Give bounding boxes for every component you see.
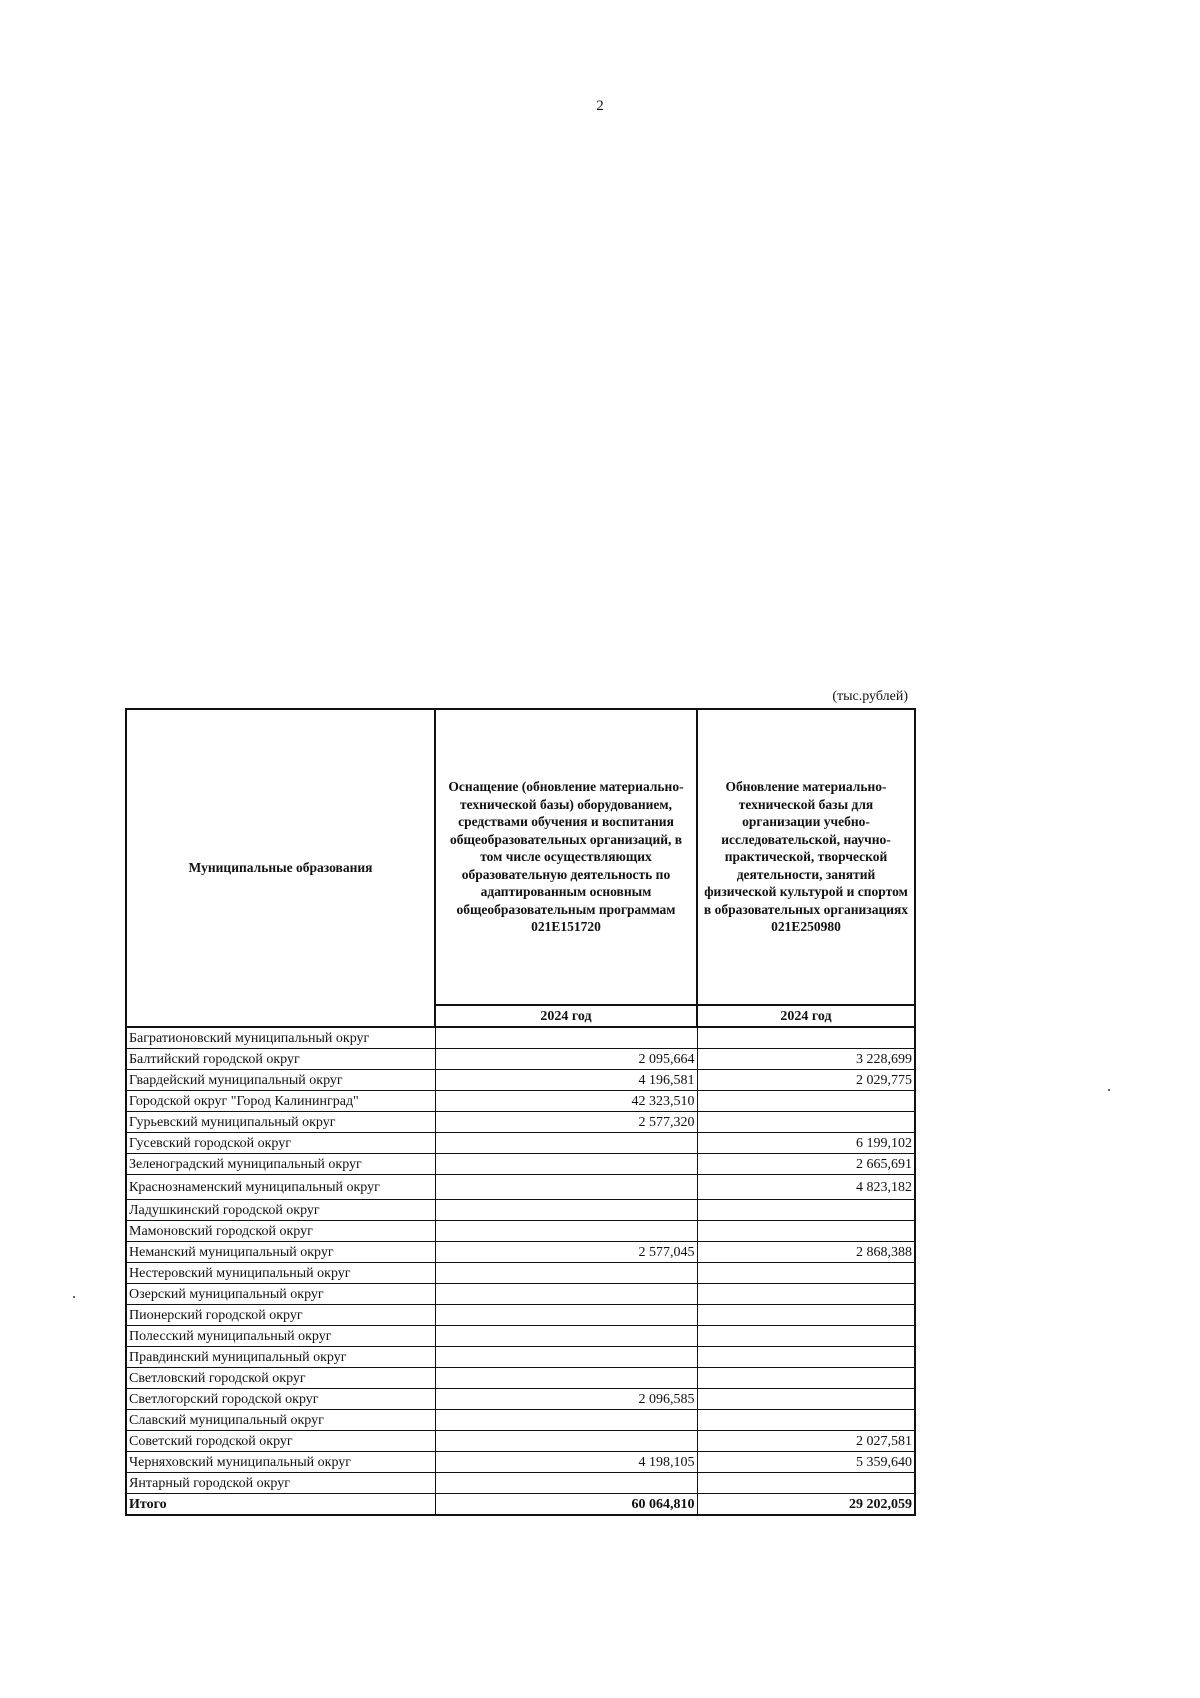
municipality-cell: Гурьевский муниципальный округ [126, 1112, 435, 1133]
municipality-cell: Советский городской округ [126, 1431, 435, 1452]
municipality-cell: Гусевский городской округ [126, 1133, 435, 1154]
value-col2-cell: 29 202,059 [697, 1494, 915, 1516]
municipality-cell: Светловский городской округ [126, 1368, 435, 1389]
value-col1-cell: 2 096,585 [435, 1389, 697, 1410]
budget-table [125, 708, 916, 1516]
value-col2-cell [697, 1263, 915, 1284]
value-col1-cell: 4 198,105 [435, 1452, 697, 1473]
value-col1-cell [435, 1431, 697, 1452]
value-col2-cell [697, 1112, 915, 1133]
municipality-cell: Светлогорский городской округ [126, 1389, 435, 1410]
header-col2-code: 021E250980 [771, 919, 841, 935]
municipality-cell: Краснознаменский муниципальный округ [126, 1175, 435, 1200]
value-col1-cell [435, 1154, 697, 1175]
value-col2-cell [697, 1091, 915, 1112]
table-row [126, 1326, 915, 1347]
total-row [126, 1494, 915, 1516]
value-col2-cell [697, 1473, 915, 1494]
table-row [126, 1133, 915, 1154]
header-municipalities: Муниципальные образования [126, 709, 435, 1027]
value-col2-cell [697, 1326, 915, 1347]
value-col2-cell [697, 1347, 915, 1368]
table-row [126, 1221, 915, 1242]
value-col1-cell [435, 1200, 697, 1221]
municipality-cell: Итого [126, 1494, 435, 1516]
value-col2-cell [697, 1305, 915, 1326]
municipality-cell: Гвардейский муниципальный округ [126, 1070, 435, 1091]
value-col2-cell: 2 027,581 [697, 1431, 915, 1452]
header-col1 [435, 709, 697, 1005]
value-col2-cell: 2 868,388 [697, 1242, 915, 1263]
units-label: (тыс.рублей) [832, 689, 908, 704]
table-row [126, 1070, 915, 1091]
value-col1-cell: 2 577,045 [435, 1242, 697, 1263]
table-row [126, 1200, 915, 1221]
value-col2-cell [697, 1410, 915, 1431]
value-col2-cell: 6 199,102 [697, 1133, 915, 1154]
value-col2-cell [697, 1389, 915, 1410]
value-col1-cell: 2 095,664 [435, 1049, 697, 1070]
value-col2-cell: 4 823,182 [697, 1175, 915, 1200]
table-row [126, 1263, 915, 1284]
scan-speck [73, 1296, 75, 1298]
value-col2-cell [697, 1200, 915, 1221]
value-col2-cell [697, 1284, 915, 1305]
municipality-cell: Ладушкинский городской округ [126, 1200, 435, 1221]
value-col1-cell: 2 577,320 [435, 1112, 697, 1133]
table-row [126, 1305, 915, 1326]
table-row [126, 1389, 915, 1410]
value-col2-cell: 2 665,691 [697, 1154, 915, 1175]
municipality-cell: Полесский муниципальный округ [126, 1326, 435, 1347]
municipality-cell: Пионерский городской округ [126, 1305, 435, 1326]
value-col1-cell: 4 196,581 [435, 1070, 697, 1091]
value-col1-cell [435, 1175, 697, 1200]
value-col1-cell [435, 1027, 697, 1049]
value-col1-cell: 42 323,510 [435, 1091, 697, 1112]
value-col2-cell [697, 1027, 915, 1049]
value-col1-cell [435, 1263, 697, 1284]
value-col2-cell [697, 1368, 915, 1389]
value-col1-cell [435, 1284, 697, 1305]
value-col2-cell: 5 359,640 [697, 1452, 915, 1473]
table-row [126, 1368, 915, 1389]
municipality-cell: Янтарный городской округ [126, 1473, 435, 1494]
municipality-cell: Озерский муниципальный округ [126, 1284, 435, 1305]
table-row [126, 1431, 915, 1452]
municipality-cell: Правдинский муниципальный округ [126, 1347, 435, 1368]
table-row [126, 1175, 915, 1200]
value-col1-cell [435, 1410, 697, 1431]
table-row [126, 1410, 915, 1431]
municipality-cell: Городской округ "Город Калининград" [126, 1091, 435, 1112]
table-row [126, 1091, 915, 1112]
header-col2-title: Обновление материально-технической базы для организации учебно-исследовательской, научно-практической, творческой деятельности, занятий физической культурой и спортом в образовательных организациях [703, 779, 909, 917]
value-col1-cell [435, 1473, 697, 1494]
value-col1-cell [435, 1133, 697, 1154]
municipality-cell: Зеленоградский муниципальный округ [126, 1154, 435, 1175]
value-col1-cell [435, 1221, 697, 1242]
value-col1-cell: 60 064,810 [435, 1494, 697, 1516]
scan-speck [1108, 1089, 1110, 1091]
table-row [126, 1154, 915, 1175]
municipality-cell: Мамоновский городской округ [126, 1221, 435, 1242]
municipality-cell: Неманский муниципальный округ [126, 1242, 435, 1263]
header-col1-code: 021E151720 [531, 919, 601, 935]
table-row [126, 1347, 915, 1368]
municipality-cell: Нестеровский муниципальный округ [126, 1263, 435, 1284]
table-row [126, 1284, 915, 1305]
header-col2-year: 2024 год [697, 1005, 915, 1027]
header-col1-title: Оснащение (обновление материально-технической базы) оборудованием, средствами обучения и воспитания общеобразовательных организаций, в том числе осуществляющих образовательную деятельность по адаптированным основным общеобразовательным программам [448, 779, 684, 917]
table-body [126, 1027, 915, 1515]
table-row [126, 1452, 915, 1473]
value-col1-cell [435, 1326, 697, 1347]
page-number: 2 [596, 98, 604, 114]
header-col1-year: 2024 год [435, 1005, 697, 1027]
value-col1-cell [435, 1368, 697, 1389]
municipality-cell: Багратионовский муниципальный округ [126, 1027, 435, 1049]
value-col2-cell: 2 029,775 [697, 1070, 915, 1091]
table-row [126, 1027, 915, 1049]
table-row [126, 1473, 915, 1494]
value-col1-cell [435, 1347, 697, 1368]
municipality-cell: Славский муниципальный округ [126, 1410, 435, 1431]
value-col1-cell [435, 1305, 697, 1326]
value-col2-cell: 3 228,699 [697, 1049, 915, 1070]
table-row [126, 1112, 915, 1133]
header-col2 [697, 709, 915, 1005]
municipality-cell: Балтийский городской округ [126, 1049, 435, 1070]
value-col2-cell [697, 1221, 915, 1242]
table-row [126, 1242, 915, 1263]
table-row [126, 1049, 915, 1070]
municipality-cell: Черняховский муниципальный округ [126, 1452, 435, 1473]
